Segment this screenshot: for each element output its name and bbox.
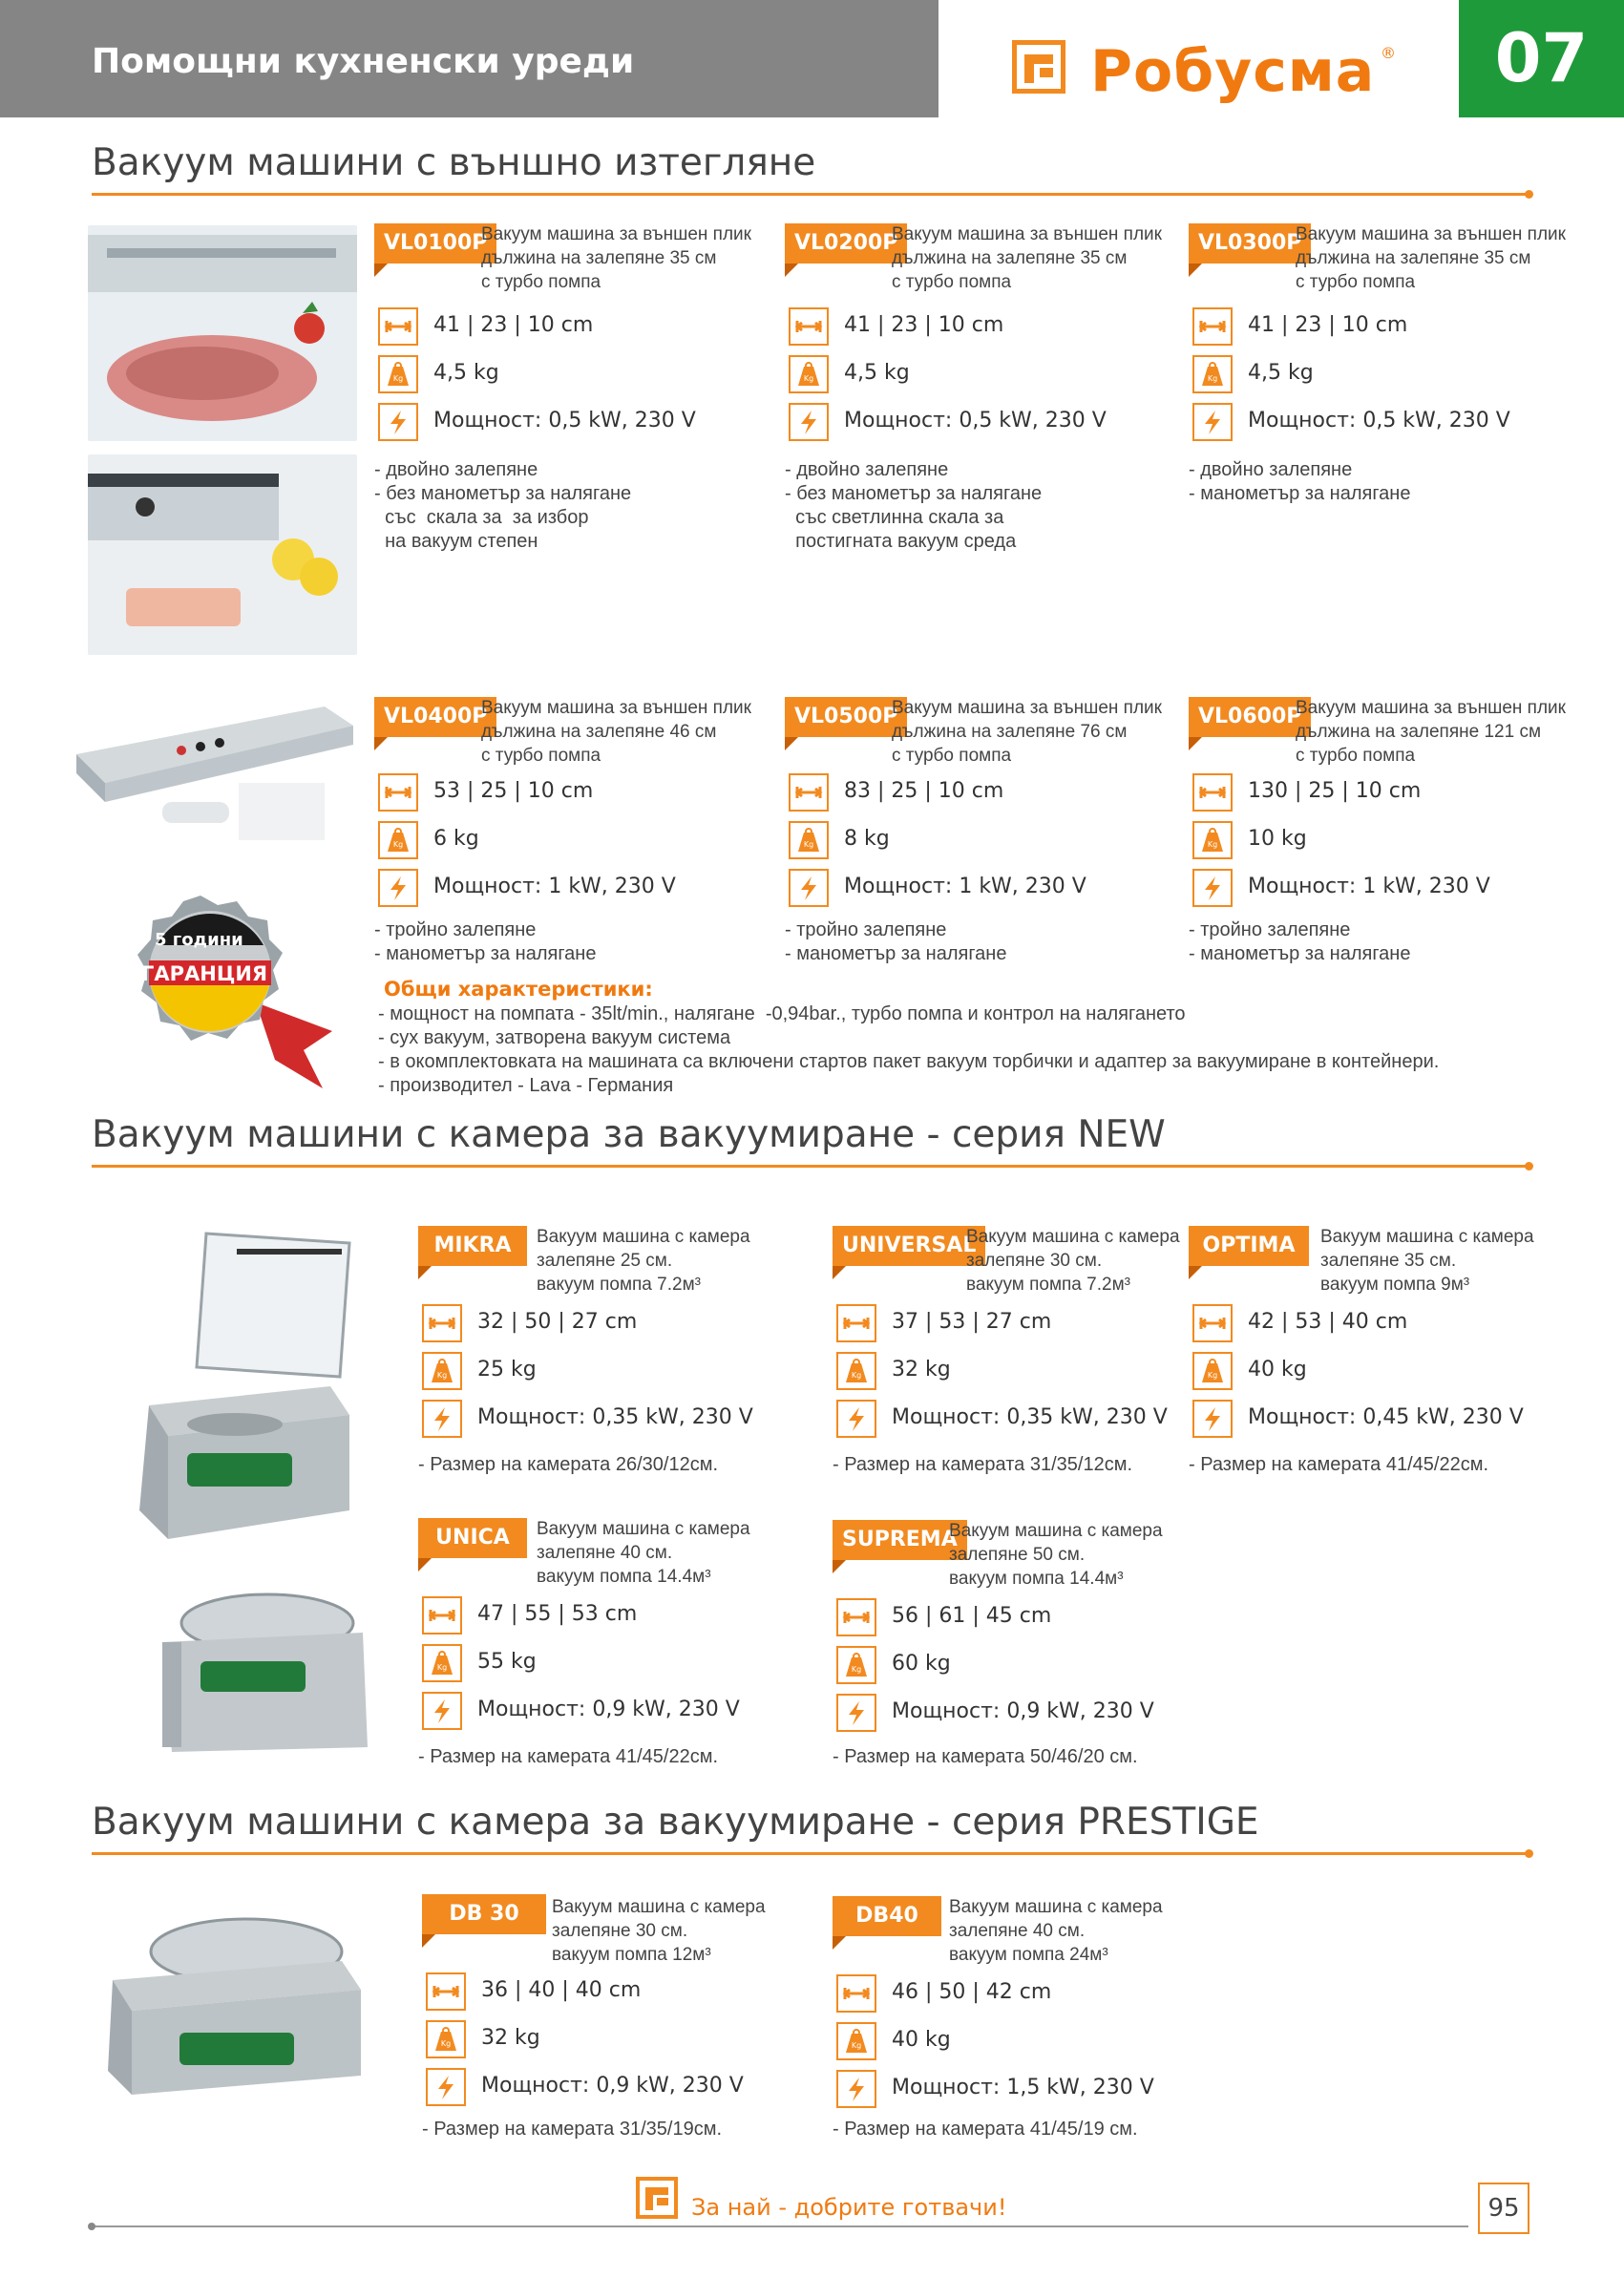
product-notes: - Размер на камерата 41/45/22см. xyxy=(418,1746,719,1767)
lightning-icon xyxy=(789,403,829,441)
product-code: MIKRA xyxy=(418,1226,527,1266)
dimensions-icon xyxy=(422,1596,462,1635)
weight-kg-icon xyxy=(1192,1352,1233,1390)
footer-divider xyxy=(92,2225,1468,2227)
product-description: Вакуум машина за външен плик дължина на залепяне 76 см с турбо помпа xyxy=(892,698,1162,766)
section-divider xyxy=(92,1165,1529,1168)
section-title-new: Вакуум машини с камера за вакуумиране - серия NEW xyxy=(92,1113,1166,1156)
product-photo-chamber-unica xyxy=(153,1585,374,1757)
warranty-years: 5 години xyxy=(155,930,243,950)
product-notes: - двойно залепяне - манометър за налягане xyxy=(1189,459,1411,504)
dimensions-icon xyxy=(426,1972,466,2011)
product-description: Вакуум машина с камера залепяне 50 см. вакуум помпа 14.4м³ xyxy=(949,1521,1163,1589)
general-characteristics-list: - мощност на помпата - 35lt/min., налягане -0,94bar., турбо помпа и контрол на налягането - сух вакуум, затворена вакуум система - в окомплектовката на машината са включени стартов пакет вакуум торбички и адаптер за вакуумиране в контейнери. - производител - Lava - Германия xyxy=(378,1003,1440,1096)
brand-registered-mark: ® xyxy=(1381,44,1396,62)
product-notes: - Размер на камерата 41/45/22см. xyxy=(1189,1454,1489,1475)
svg-text:Kg: Kg xyxy=(803,840,814,849)
chapter-number: 07 xyxy=(1459,0,1624,117)
svg-text:Kg: Kg xyxy=(851,1371,862,1380)
product-notes: - тройно залепяне - манометър за налягане xyxy=(374,919,597,964)
product-description: Вакуум машина за външен плик дължина на залепяне 35 см с турбо помпа xyxy=(1296,224,1566,292)
section-divider xyxy=(92,1852,1529,1855)
product-code: DB 30 xyxy=(422,1894,546,1934)
dimensions-icon xyxy=(422,1304,462,1342)
product-code: OPTIMA xyxy=(1189,1226,1309,1266)
product-code: UNIVERSAL xyxy=(833,1226,985,1266)
svg-text:Kg: Kg xyxy=(392,374,404,383)
warranty-label: ГАРАНЦИЯ xyxy=(141,962,268,985)
dimensions-icon xyxy=(378,307,418,346)
lightning-icon xyxy=(426,2068,466,2106)
product-description: Вакуум машина за външен плик дължина на залепяне 121 см с турбо помпа xyxy=(1296,698,1566,766)
section-divider xyxy=(92,193,1529,196)
weight-kg-icon xyxy=(789,355,829,393)
weight-kg-icon xyxy=(789,821,829,859)
svg-text:Kg: Kg xyxy=(851,2041,862,2050)
lightning-icon xyxy=(836,2070,876,2108)
weight-kg-icon xyxy=(422,1352,462,1390)
dimensions-icon xyxy=(789,307,829,346)
product-code: VL0300P xyxy=(1189,223,1311,264)
product-code: VL0400P xyxy=(374,697,496,737)
svg-text:Kg: Kg xyxy=(1207,374,1218,383)
brand-logo-icon xyxy=(1012,40,1065,107)
lightning-icon xyxy=(1192,1400,1233,1438)
dimensions-icon xyxy=(1192,773,1233,812)
product-description: Вакуум машина за външен плик дължина на залепяне 35 см с турбо помпа xyxy=(892,224,1162,292)
section-title-prestige: Вакуум машини с камера за вакуумиране - серия PRESTIGE xyxy=(92,1801,1259,1844)
lightning-icon xyxy=(1192,403,1233,441)
product-code: VL0600P xyxy=(1189,697,1311,737)
dimensions-icon xyxy=(836,1304,876,1342)
weight-kg-icon xyxy=(422,1644,462,1682)
weight-kg-icon xyxy=(1192,821,1233,859)
product-notes: - Размер на камерата 26/30/12см. xyxy=(418,1454,719,1475)
product-description: Вакуум машина с камера залепяне 25 см. вакуум помпа 7.2м³ xyxy=(537,1227,750,1295)
lightning-icon xyxy=(378,869,418,907)
product-notes: - Размер на камерата 50/46/20 см. xyxy=(833,1746,1138,1767)
product-code: VL0100P xyxy=(374,223,496,264)
lightning-icon xyxy=(836,1694,876,1732)
product-notes: - Размер на камерата 31/35/19см. xyxy=(422,2119,723,2140)
lightning-icon xyxy=(836,1400,876,1438)
weight-kg-icon xyxy=(1192,355,1233,393)
product-notes: - тройно залепяне - манометър за налягане xyxy=(1189,919,1411,964)
svg-text:Kg: Kg xyxy=(440,2039,452,2048)
weight-kg-icon xyxy=(426,2020,466,2058)
product-photo-chamber-db30 xyxy=(103,1904,370,2104)
product-code: SUPREMA xyxy=(833,1520,967,1560)
weight-kg-icon xyxy=(378,821,418,859)
product-notes: - Размер на камерата 31/35/12см. xyxy=(833,1454,1133,1475)
lightning-icon xyxy=(1192,869,1233,907)
footer-slogan: За най - добрите готвачи! xyxy=(691,2194,1007,2221)
lightning-icon xyxy=(422,1400,462,1438)
product-photo-chamber-mikra xyxy=(130,1224,359,1558)
section-title-external: Вакуум машини с външно изтегляне xyxy=(92,141,816,184)
product-description: Вакуум машина за външен плик дължина на залепяне 35 см с турбо помпа xyxy=(481,224,751,292)
dimensions-icon xyxy=(836,1974,876,2013)
brand-name: Робусма xyxy=(1090,38,1376,105)
product-notes: - Размер на камерата 41/45/19 см. xyxy=(833,2119,1138,2140)
product-notes: - тройно залепяне - манометър за налягане xyxy=(785,919,1007,964)
lightning-icon xyxy=(422,1692,462,1730)
warranty-seal xyxy=(113,888,361,1107)
weight-kg-icon xyxy=(836,1646,876,1684)
general-characteristics-title: Общи характеристики: xyxy=(384,978,653,1001)
svg-text:Kg: Kg xyxy=(1207,1371,1218,1380)
dimensions-icon xyxy=(378,773,418,812)
product-description: Вакуум машина с камера залепяне 30 см. вакуум помпа 12м³ xyxy=(552,1897,766,1965)
product-notes: - двойно залепяне - без манометър за налягане със светлинна скала за постигната вакуум среда xyxy=(785,459,1043,552)
product-photo-vacuum-sealer-long xyxy=(67,687,363,850)
svg-text:Kg: Kg xyxy=(851,1665,862,1674)
product-description: Вакуум машина за външен плик дължина на залепяне 46 см с турбо помпа xyxy=(481,698,751,766)
product-description: Вакуум машина с камера залепяне 35 см. вакуум помпа 9м³ xyxy=(1320,1227,1534,1295)
svg-text:Kg: Kg xyxy=(803,374,814,383)
category-title: Помощни кухненски уреди xyxy=(92,42,635,81)
dimensions-icon xyxy=(836,1598,876,1636)
product-code: VL0500P xyxy=(785,697,907,737)
product-code: VL0200P xyxy=(785,223,907,264)
footer-logo-icon xyxy=(636,2177,678,2219)
dimensions-icon xyxy=(1192,1304,1233,1342)
product-description: Вакуум машина с камера залепяне 30 см. вакуум помпа 7.2м³ xyxy=(966,1227,1180,1295)
product-description: Вакуум машина с камера залепяне 40 см. вакуум помпа 24м³ xyxy=(949,1897,1163,1965)
product-code: DB40 xyxy=(833,1896,941,1936)
product-code: UNICA xyxy=(418,1518,527,1558)
svg-text:Kg: Kg xyxy=(392,840,404,849)
weight-kg-icon xyxy=(378,355,418,393)
dimensions-icon xyxy=(1192,307,1233,346)
dimensions-icon xyxy=(789,773,829,812)
svg-text:Kg: Kg xyxy=(436,1663,448,1672)
product-photo-vacuum-sealer-meat xyxy=(88,225,357,441)
lightning-icon xyxy=(378,403,418,441)
product-description: Вакуум машина с камера залепяне 40 см. вакуум помпа 14.4м³ xyxy=(537,1519,750,1587)
weight-kg-icon xyxy=(836,2022,876,2060)
lightning-icon xyxy=(789,869,829,907)
weight-kg-icon xyxy=(836,1352,876,1390)
page-number: 95 xyxy=(1478,2183,1529,2234)
product-notes: - двойно залепяне - без манометър за налягане със скала за за избор на вакуум степен xyxy=(374,459,632,552)
svg-text:Kg: Kg xyxy=(436,1371,448,1380)
svg-text:Kg: Kg xyxy=(1207,840,1218,849)
product-photo-vacuum-sealer-fish xyxy=(88,454,357,655)
